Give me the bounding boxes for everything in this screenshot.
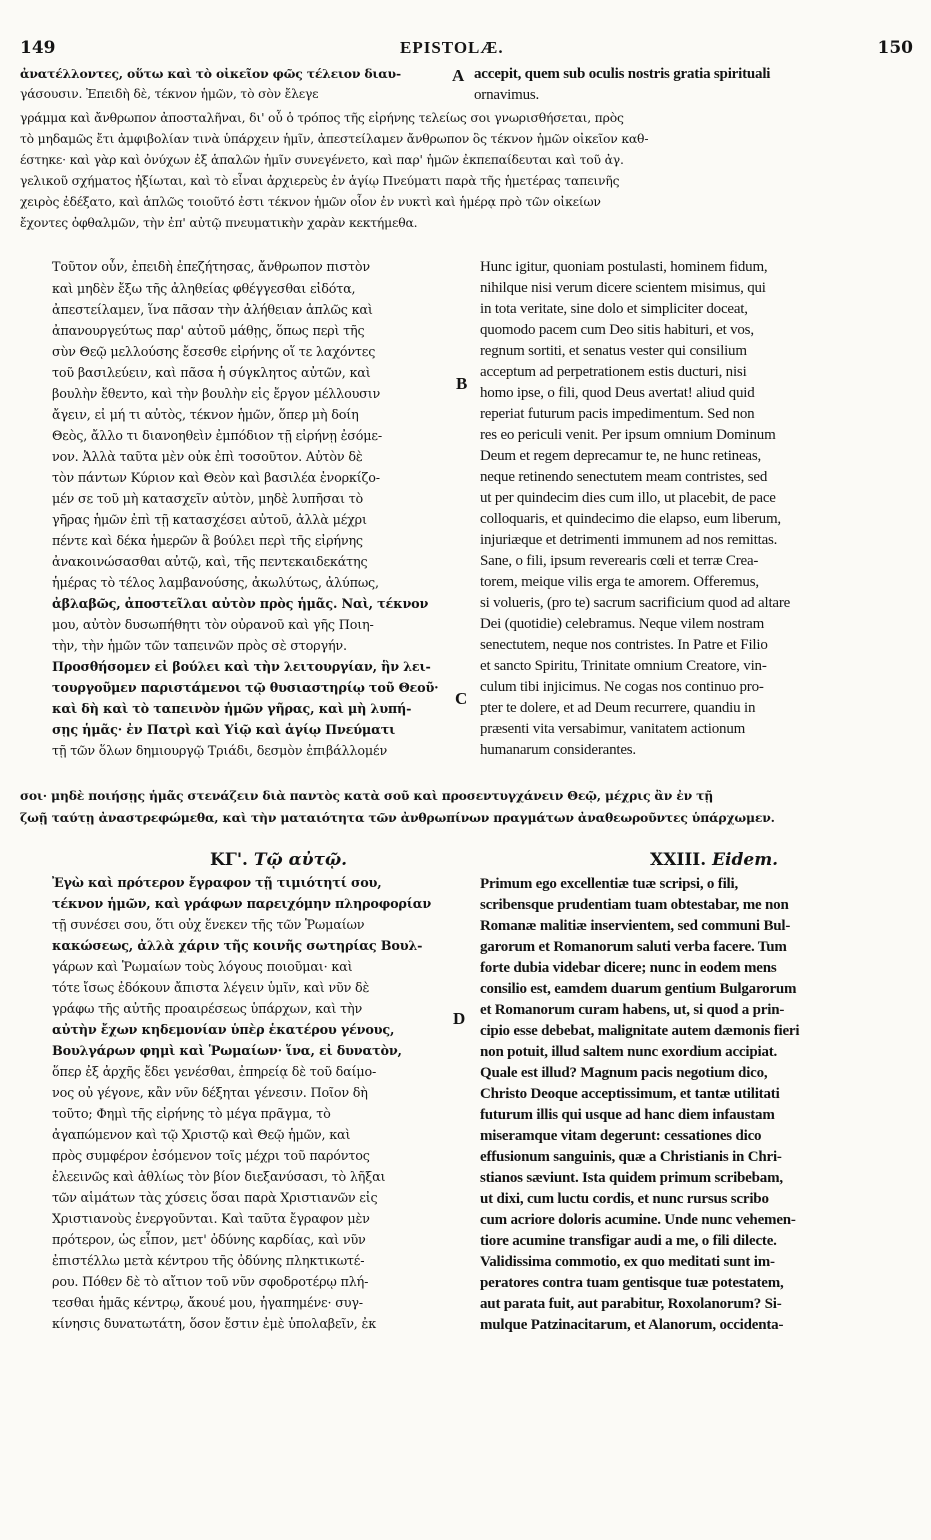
greek-line: ἀπανουργεύτως παρ' αὐτοῦ μάθῃς, ὅπως περὶ τῆς: [52, 324, 365, 339]
greek-line: σοι· μηδὲ ποιήσῃς ἡμᾶς στενάζειν διὰ παντὸς κατὰ σοῦ καὶ προσεντυγχάνειν Θεῷ, μέχρις ἂν ἐν τῇ: [20, 788, 714, 803]
latin-line: si volueris, (pro te) sacrum sacrificium quod ad altare: [480, 595, 791, 611]
greek-line: χειρὸς ἐδέξατο, καὶ ἁπλῶς τοιοῦτό ἐστι τέκνον ἡμῶν οἷον ἐν νυκτὶ καὶ ἡμέρᾳ πρὸ τῶν οἰκείων: [20, 194, 601, 209]
greek-line: ρου. Πόθεν δὲ τὸ αἴτιον τοῦ νῦν σφοδροτέρῳ πλή-: [52, 1275, 369, 1290]
greek-line: πέντε καὶ δέκα ἡμερῶν ἃ βούλει περὶ τῆς εἰρήνης: [52, 534, 363, 549]
greek-line: ἐπιστέλλω μετὰ κέντρου τῆς ὀδύνης πληκτικωτέ-: [52, 1254, 365, 1269]
latin-letter-number: XXIII.: [650, 850, 707, 870]
greek-line: μέν σε τοῦ μὴ κατασχεῖν αὐτὸν, μηδὲ λυπῆσαι τὸ: [52, 492, 364, 507]
greek-line: τῇ συνέσει σου, ὅτι οὐχ ἕνεκεν τῆς τῶν Ῥωμαίων: [52, 918, 365, 933]
greek-line: ἄγειν, εἰ μή τι αὐτὸς, τέκνον ἡμῶν, ὅπερ μὴ δοίη: [52, 408, 359, 423]
latin-line: stianos sæviunt. Ista quidem primum scribebam,: [480, 1170, 783, 1186]
running-header: [0, 38, 931, 64]
margin-marker-a: A: [452, 66, 465, 85]
greek-line: σὺν Θεῷ μελλούσης ἔσεσθε εἰρήνης οἵ τε λαχόντες: [52, 345, 376, 360]
latin-line: tiore acumine transfigar audi a me, o fili dilecte.: [480, 1233, 777, 1249]
greek-line: γράμμα καὶ ἄνθρωπον ἀποσταλῆναι, δι' οὗ ὁ τρόπος τῆς εἰρήνης τελείως σοι γνωρισθήσεται, πρὸς: [20, 110, 624, 125]
greek-line: τοῦ βασιλεύειν, καὶ πᾶσα ἡ σύγκλητος αὐτῶν, καὶ: [52, 366, 371, 381]
latin-line: colloquaris, et quindecimo die elapso, eum liberum,: [480, 511, 781, 527]
latin-line: senectutem, neque nos contristes. In Patre et Filio: [480, 637, 768, 653]
latin-line: aut parata fuit, aut parabitur, Roxolanorum? Si-: [480, 1296, 782, 1312]
greek-letter-title: [210, 850, 347, 870]
greek-line: γάσουσιν. Ἐπειδὴ δὲ, τέκνον ἡμῶν, τὸ σὸν ἔλεγε: [20, 86, 319, 101]
greek-letter-addressee: Τῷ αὐτῷ.: [253, 850, 348, 870]
latin-line: ut per quindecim dies cum illo, ut placebit, de pace: [480, 490, 776, 506]
latin-line: scribensque prudentiam tuam obtestabar, me non: [480, 897, 789, 913]
greek-line: Βουλγάρων φημὶ καὶ Ῥωμαίων· ἵνα, εἰ δυνατὸν,: [52, 1044, 402, 1059]
greek-line: τεσθαι ἡμᾶς κέντρῳ, ἄκουέ μου, ἠγαπημένε· συγ-: [52, 1296, 363, 1311]
greek-line: έστηκε· καὶ γὰρ καὶ ὀνύχων ἐξ ἁπαλῶν ἡμῖν συνεγένετο, καὶ παρ' ἡμῶν ἐκπεπαίδευται καὶ τοῦ ἀγ.: [20, 152, 624, 167]
latin-line: Validissima commotio, ex quo meditati sunt im-: [480, 1254, 775, 1270]
greek-line: Τοῦτον οὖν, ἐπειδὴ ἐπεζήτησας, ἄνθρωπον πιστὸν: [52, 260, 370, 275]
latin-line: Sane, o fili, ipsum reverearis cœli et terræ Crea-: [480, 553, 759, 569]
latin-letter-addressee: Eidem.: [712, 850, 779, 870]
greek-line: τὸν πάντων Κύριον καὶ Θεὸν καὶ βασιλέα ἐνορκίζο-: [52, 471, 380, 486]
greek-line: πρότερον, ὡς εἶπον, μετ' ὀδύνης καρδίας, καὶ νῦν: [52, 1233, 366, 1248]
greek-line: ἀβλαβῶς, ἀποστεῖλαι αὐτὸν πρὸς ἡμᾶς. Ναὶ, τέκνον: [52, 597, 429, 612]
greek-line: καὶ δὴ καὶ τὸ ταπεινὸν ἡμῶν γῆρας, καὶ μὴ λυπή-: [52, 702, 412, 717]
greek-line: γῆρας ἡμῶν ἐπὶ τῇ κατασχέσει αὐτοῦ, ἀλλὰ μέχρι: [52, 513, 367, 528]
latin-line: cum acriore doloris acumine. Unde nunc vehemen-: [480, 1212, 796, 1228]
greek-line: νος οὐ γέγονε, κἂν νῦν δέξηται γένεσιν. Ποῖον δὴ: [52, 1086, 368, 1101]
latin-line: cipio esse debebat, malignitate autem dæmonis fieri: [480, 1023, 800, 1039]
greek-line: ὅπερ ἐξ ἀρχῆς ἔδει γενέσθαι, ἐπηρείᾳ δὲ τοῦ δαίμο-: [52, 1065, 377, 1080]
latin-line: accepit, quem sub oculis nostris gratia spirituali: [474, 66, 771, 82]
latin-line: pter te dolere, et ad Deum recurrere, quandiu in: [480, 700, 756, 716]
margin-marker-c: C: [455, 689, 468, 708]
latin-line: forte dubia videbar dicere; nunc in eodem mens: [480, 960, 777, 976]
latin-line: Christo Deoque acceptissimum, et tantæ utilitati: [480, 1086, 780, 1102]
latin-line: et Romanorum curam habens, ut, si quod a prin-: [480, 1002, 785, 1018]
margin-marker-b: B: [456, 374, 468, 393]
latin-line: torem, meique vilis erga te amorem. Offeremus,: [480, 574, 759, 590]
latin-line: consilio est, eamdem duarum gentium Bulgarorum: [480, 981, 797, 997]
greek-line: βουλὴν ἔθεντο, καὶ τὴν βουλὴν εἰς ἔργον μέλλουσιν: [52, 387, 381, 402]
latin-line: futurum illis qui usque ad hanc diem infaustam: [480, 1107, 775, 1123]
greek-line: ἔχοντες ὀφθαλμῶν, τὴν ἐπ' αὐτῷ πνευματικὴν χαρὰν κεκτήμεθα.: [20, 215, 418, 230]
latin-line: miseramque vitam degerunt: cessationes dico: [480, 1128, 762, 1144]
latin-line: nihilque nisi verum dicere scientem misimus, qui: [480, 280, 766, 296]
greek-line: Προσθήσομεν εἰ βούλει καὶ τὴν λειτουργίαν, ἣν λει-: [52, 660, 431, 675]
latin-line: Romanæ malitiæ inservientem, sed communi Bul-: [480, 918, 791, 934]
latin-line: regnum sortiti, et senatus vester qui consilium: [480, 343, 747, 359]
greek-line: γράφω τῆς αὐτῆς προαιρέσεως ὑπάρχων, καὶ τὴν: [52, 1002, 363, 1017]
greek-line: κακώσεως, ἀλλὰ χάριν τῆς κοινῆς σωτηρίας Βουλ-: [52, 939, 423, 954]
latin-line: homo ipse, o fili, quod Deus avertat! aliud quid: [480, 385, 755, 401]
greek-line: ἐλεεινῶς καὶ ἀθλίως τὸν βίον διεξανύσασι, τὸ λῆξαι: [52, 1170, 386, 1185]
latin-line: et sancto Spiritu, Trinitate omnium Creatore, vin-: [480, 658, 767, 674]
greek-line: σῃς ἡμᾶς· ἐν Πατρὶ καὶ Υἱῷ καὶ ἁγίῳ Πνεύματι: [52, 723, 396, 738]
greek-line: τὸ μηδαμῶς ἔτι ἀμφιβολίαν τινὰ ὑπάρχειν ἡμῖν, ἀπεστείλαμεν ἄνθρωπον ὃς τέκνον ἡμῶν οἰκεῖον καθ-: [20, 131, 649, 146]
latin-line: in tota veritate, sine dolo et simpliciter doceat,: [480, 301, 748, 317]
latin-line: neque retinendo senectutem meam contristes, sed: [480, 469, 768, 485]
greek-line: Θεὸς, ἄλλο τι διανοηθεὶν ἐμπόδιον τῇ εἰρήνῃ ἐσόμε-: [52, 429, 382, 444]
greek-line: Χριστιανοὺς ἐνεργοῦνται. Καὶ ταῦτα ἔγραφον μὲν: [52, 1212, 370, 1227]
greek-line: μου, αὐτὸν δυσωπήθητι τὸν οὐρανοῦ καὶ γῆς Ποιη-: [52, 618, 374, 633]
greek-letter-number: ΚΓ'.: [210, 850, 248, 870]
greek-line: τουργοῦμεν παριστάμενοι τῷ θυσιαστηρίῳ τοῦ Θεοῦ·: [52, 681, 439, 696]
latin-line: res eo periculi venit. Per ipsum omnium Dominum: [480, 427, 776, 443]
greek-line: κίνησις δυνατωτάτη, ὅσον ἔστιν ἐμὲ ὑπολαβεῖν, ἐκ: [52, 1317, 377, 1332]
latin-line: peratores contra tuam gentisque tuæ potestatem,: [480, 1275, 784, 1291]
greek-line: Ἐγὼ καὶ πρότερον ἔγραφον τῇ τιμιότητί σου,: [52, 876, 382, 891]
latin-line: Quale est illud? Magnum pacis negotium dico,: [480, 1065, 768, 1081]
margin-marker-d: D: [453, 1009, 466, 1028]
greek-line: γάρων καὶ Ῥωμαίων τοὺς λόγους ποιοῦμαι· καὶ: [52, 960, 353, 975]
latin-line: culum tibi injicimus. Ne cogas nos continuo pro-: [480, 679, 764, 695]
latin-line: injuriæque et detrimenti immunem ad nos remittas.: [480, 532, 778, 548]
greek-line: τῇ τῶν ὅλων δημιουργῷ Τριάδι, δεσμὸν ἐπιβάλλομέν: [52, 744, 388, 759]
latin-line: ut dixi, cum luctu cordis, et nunc rursus scribo: [480, 1191, 769, 1207]
latin-line: ornavimus.: [474, 87, 540, 103]
latin-line: garorum et Romanorum saluti verba facere. Tum: [480, 939, 787, 955]
greek-line: πρὸς συμφέρον ἐσόμενον τοῖς μέχρι τοῦ παρόντος: [52, 1149, 370, 1164]
latin-line: humanarum considerantes.: [480, 742, 636, 758]
greek-line: γελικοῦ σχήματος ἠξίωται, καὶ τὸ εἶναι ἀρχιερεὺς ἐν ἁγίῳ Πνεύματι παρὰ τῆς ἡμετέρας ταπεινῆς: [20, 173, 620, 188]
running-title: EPISTOLÆ.: [400, 38, 504, 57]
greek-line: τὴν, τὴν ἡμῶν τῶν ταπεινῶν πρὸς σὲ στοργήν.: [52, 639, 347, 654]
page-number-right: 150: [877, 38, 913, 58]
latin-letter-title: [650, 850, 778, 870]
latin-line: Deum et regem deprecamur te, ne hunc retineas,: [480, 448, 762, 464]
greek-line: ζωῇ ταύτῃ ἀναστρεφώμεθα, καὶ τὴν ματαιότητα τῶν ἀνθρωπίνων πραγμάτων ἀναθεωροῦντες ὑπάρχωμεν.: [20, 810, 775, 825]
latin-line: Hunc igitur, quoniam postulasti, hominem fidum,: [480, 259, 768, 275]
greek-line: καὶ μηδὲν ἔξω τῆς ἀληθείας φθέγγεσθαι εἰδότα,: [52, 282, 356, 297]
greek-line: τοῦτο; Φημὶ τῆς εἰρήνης τὸ μέγα πρᾶγμα, τὸ: [52, 1107, 331, 1122]
latin-line: Dei (quotidie) celebramus. Neque vilem nostram: [480, 616, 765, 632]
greek-line: νον. Ἀλλὰ ταῦτα μὲν οὐκ ἐπὶ τοσοῦτον. Αὐτὸν δὲ: [52, 450, 363, 465]
greek-line: ἡμέρας τὸ τέλος λαμβανούσης, ἀκωλύτως, ἀλύπως,: [52, 576, 379, 591]
latin-line: reperiat futurum pacis impedimentum. Sed non: [480, 406, 755, 422]
latin-line: præsenti vita versabimur, vanitatem actionum: [480, 721, 746, 737]
greek-line: αὐτὴν ἔχων κηδεμονίαν ὑπὲρ ἑκατέρου γένους,: [52, 1023, 395, 1038]
latin-line: quomodo pacem cum Deo sitis habituri, et vos,: [480, 322, 754, 338]
greek-line: τότε ἴσως ἐδόκουν ἄπιστα λέγειν ὑμῖν, καὶ νῦν δὲ: [52, 981, 370, 996]
greek-line: ἀπεστείλαμεν, ἵνα πᾶσαν τὴν ἀλήθειαν ἁπλῶς καὶ: [52, 303, 373, 318]
page-number-left: 149: [20, 38, 56, 58]
latin-line: effusionum sanguinis, quæ a Christianis in Chri-: [480, 1149, 782, 1165]
latin-line: non potuit, illud saltem nunc exordium accipiat.: [480, 1044, 778, 1060]
latin-line: mulque Patzinacitarum, et Alanorum, occidenta-: [480, 1317, 784, 1333]
greek-line: ἀγαπώμενον καὶ τῷ Χριστῷ καὶ Θεῷ ἡμῶν, καὶ: [52, 1128, 351, 1143]
greek-line: ἀνακοινώσασθαι αὐτῷ, καὶ, τῆς πεντεκαιδεκάτης: [52, 555, 368, 570]
greek-line: τῶν αἱμάτων τὰς χύσεις ὅσαι παρὰ Χριστιανῶν εἰς: [52, 1191, 378, 1206]
latin-line: Primum ego excellentiæ tuæ scripsi, o fili,: [480, 876, 739, 892]
greek-line: τέκνον ἡμῶν, καὶ γράφων παρειχόμην πληροφορίαν: [52, 897, 432, 912]
latin-line: acceptum ad perpetrationem estis ducturi, nisi: [480, 364, 747, 380]
greek-line: ἀνατέλλοντες, οὕτω καὶ τὸ οἰκεῖον φῶς τέλειον διαυ-: [20, 66, 401, 81]
